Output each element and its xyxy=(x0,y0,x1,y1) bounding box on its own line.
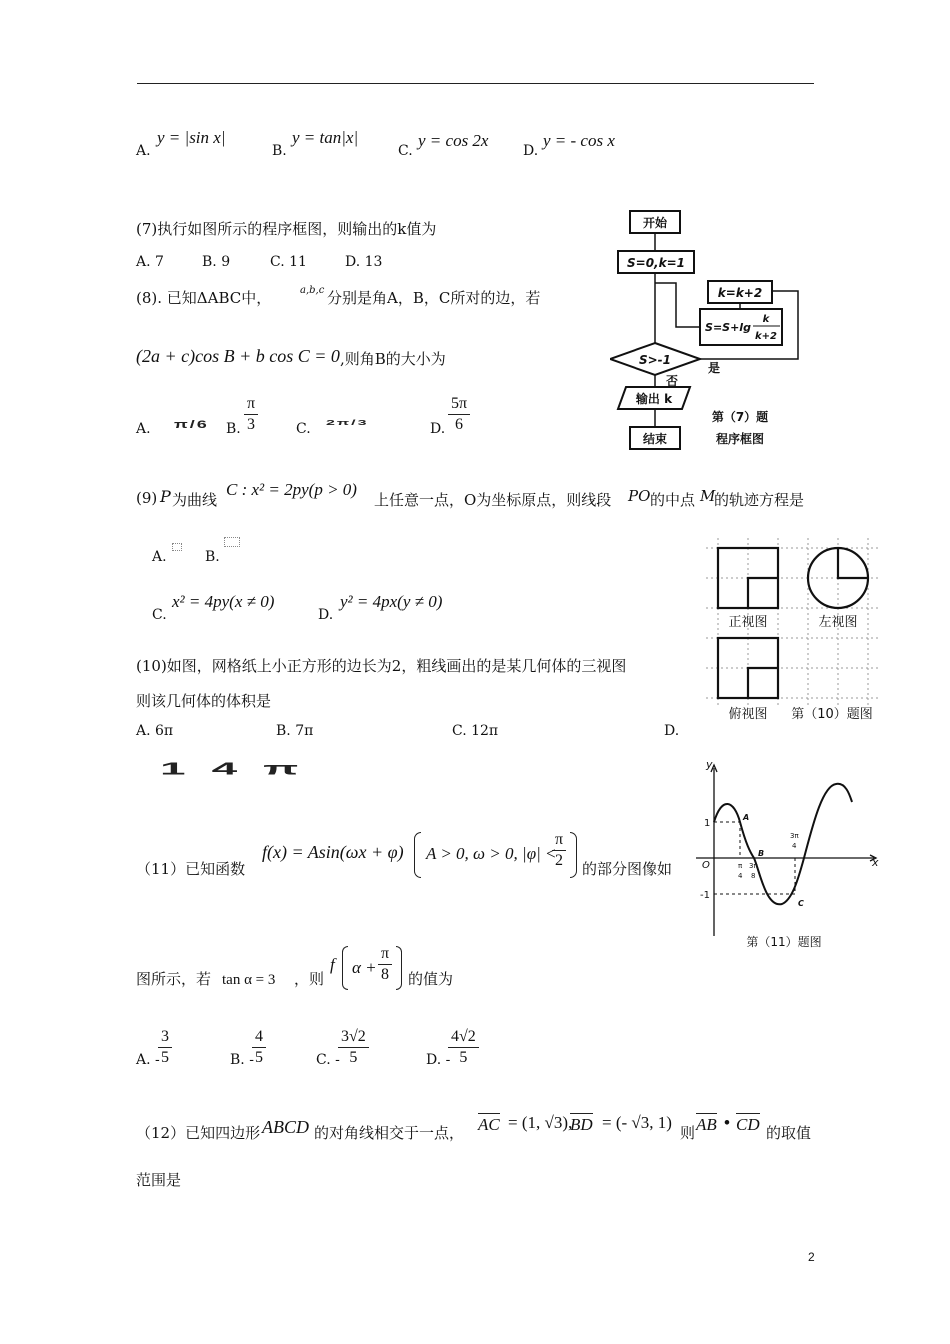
graph-point-b: B xyxy=(758,849,765,858)
header-rule xyxy=(137,83,814,84)
q9-stem-2: 为曲线 xyxy=(172,491,218,509)
q9-option-d-label: D. xyxy=(318,607,334,623)
q11-alpha-den: 8 xyxy=(381,966,390,983)
q11-option-a-den: 5 xyxy=(161,1049,169,1066)
flowchart-caption-2: 程序框图 xyxy=(715,432,765,446)
sine-graph-caption: 第（11）题图 xyxy=(746,935,822,949)
page-number: 2 xyxy=(808,1250,815,1264)
graph-point-c: C xyxy=(798,899,804,908)
q9-option-c-label: C. xyxy=(152,607,167,623)
graph-tick-3-den: 4 xyxy=(792,842,797,850)
q11-option-b-frac xyxy=(252,1027,266,1068)
q8-stem-2: 分别是角A，B，C所对的边，若 xyxy=(327,289,541,307)
flowchart-end-text: 结束 xyxy=(642,432,668,446)
q8-condition-tail: ,则角B的大小为 xyxy=(340,350,446,368)
q11-alpha-frac xyxy=(378,944,392,985)
q8-option-b-den: 3 xyxy=(247,416,256,433)
q9-po: PO xyxy=(628,487,651,505)
q8-option-d-den: 6 xyxy=(455,416,464,433)
q8-option-a-blur: π/6 xyxy=(174,418,209,431)
q10-option-b: B. 7π xyxy=(276,723,314,739)
q9-option-c-expr: x² = 4py(x ≠ 0) xyxy=(172,592,275,611)
graph-origin-label: O xyxy=(702,860,710,871)
q6-option-c-expr: y = cos 2x xyxy=(418,131,489,150)
q8-option-a-label: A. xyxy=(136,421,151,437)
q10-option-a: A. 6π xyxy=(136,723,174,739)
q7-option-a: A. 7 xyxy=(136,254,164,270)
q9-m: M xyxy=(700,487,716,505)
three-view-caption: 第（10）题图 xyxy=(791,707,873,722)
q11-close-paren xyxy=(570,832,577,878)
q9-option-b-label: B. xyxy=(205,549,220,565)
q7-stem: (7)执行如图所示的程序框图，则输出的k值为 xyxy=(136,220,437,238)
q12-vector-ab: AB xyxy=(696,1115,717,1134)
q11-option-d-frac xyxy=(448,1027,479,1068)
q11-stem-1: （11）已知函数 xyxy=(136,860,246,878)
q11-option-d-den: 5 xyxy=(459,1049,468,1066)
q12-stem-4: 的取值 xyxy=(766,1124,812,1142)
q12-stem-5: 范围是 xyxy=(136,1171,182,1189)
graph-y-label: y xyxy=(706,760,713,771)
q11-stem-3: 图所示，若 xyxy=(136,970,212,988)
q9-stem-4: 的中点 xyxy=(650,491,696,509)
q6-option-d-expr: y = - cos x xyxy=(543,131,615,150)
q12-vector-ac: AC xyxy=(478,1115,500,1134)
q10-stem-1: (10)如图，网格纸上小正方形的边长为2，粗线画出的是某几何体的三视图 xyxy=(136,657,627,675)
flowchart-caption-1: 第（7）题 xyxy=(711,410,769,424)
q8-option-c-blur: 2π/3 xyxy=(326,418,369,427)
q9-curve: C : x² = 2py(p > 0) xyxy=(226,480,357,499)
q7-option-d: D. 13 xyxy=(345,254,383,270)
q11-condition-den: 2 xyxy=(555,852,564,869)
sine-graph-figure xyxy=(694,760,884,954)
q8-stem-abc: a,b,c xyxy=(300,285,325,296)
q8-option-d-label: D. xyxy=(430,421,446,437)
q6-option-c-label: C. xyxy=(398,143,413,159)
q6-option-a-expr: y = |sin x| xyxy=(157,128,226,147)
q6-option-b-label: B. xyxy=(272,143,287,159)
graph-one-label: 1 xyxy=(704,818,711,829)
q9-stem-p: P xyxy=(160,487,171,506)
flowchart-no-label: 否 xyxy=(665,374,679,388)
graph-tick-2-num: 3π xyxy=(749,862,758,870)
q9-option-a-blank xyxy=(172,543,182,551)
q11-open-paren xyxy=(414,832,421,878)
q11-condition-frac xyxy=(552,830,566,871)
q8-option-d-num: 5π xyxy=(448,394,470,415)
q11-alpha-open-paren xyxy=(342,946,348,990)
q10-option-c: C. 12π xyxy=(452,723,499,739)
top-view-label: 俯视图 xyxy=(728,707,768,722)
q12-stem-3: 则 xyxy=(680,1124,696,1142)
graph-tick-2-den: 8 xyxy=(751,872,756,880)
q12-vector-bd: BD xyxy=(570,1115,593,1134)
q11-option-d-num: 4√2 xyxy=(448,1027,479,1048)
left-view-label: 左视图 xyxy=(818,615,858,630)
q11-tan: tan α = 3 xyxy=(222,972,276,988)
graph-point-a: A xyxy=(743,813,750,822)
q12-vector-bd-value: = (- √3, 1) xyxy=(602,1113,672,1132)
q11-alpha-num: π xyxy=(378,944,392,965)
q11-alpha-expr: α + xyxy=(352,958,377,977)
q11-f-alpha: f xyxy=(330,955,335,974)
sine-curve xyxy=(714,784,852,905)
q11-alpha-close-paren xyxy=(396,946,402,990)
q9-stem-5: 的轨迹方程是 xyxy=(714,491,805,509)
q12-stem-1: （12）已知四边形 xyxy=(136,1124,261,1142)
flowchart-output-text: 输出 k xyxy=(635,392,673,406)
q11-condition-num: π xyxy=(552,830,566,851)
graph-x-label: x xyxy=(872,856,879,869)
q8-option-b-label: B. xyxy=(226,421,241,437)
q9-stem-1: (9) xyxy=(136,489,158,507)
flowchart-start-text: 开始 xyxy=(642,216,668,230)
flowchart-figure xyxy=(610,205,810,455)
q9-option-b-blank xyxy=(224,537,240,547)
q10-option-d-blur: 14π xyxy=(160,758,325,779)
q8-stem-1: (8). 已知ΔABC中， xyxy=(136,289,272,307)
q12-abcd: ABCD xyxy=(262,1117,309,1137)
graph-tick-1-den: 4 xyxy=(738,872,743,880)
top-view-notch xyxy=(748,668,778,698)
q11-condition: A > 0, ω > 0, |φ| < xyxy=(426,844,557,863)
q11-option-a-label: A. - xyxy=(136,1052,160,1068)
flowchart-init-text: S=0,k=1 xyxy=(627,256,685,270)
flowchart-update-k-text: k=k+2 xyxy=(717,286,763,300)
q11-option-b-label: B. - xyxy=(230,1052,254,1068)
q11-option-c-frac xyxy=(338,1027,369,1068)
q11-stem-2: 的部分图像如 xyxy=(582,860,673,878)
q11-option-a-num: 3 xyxy=(158,1027,172,1048)
q7-option-b: B. 9 xyxy=(202,254,231,270)
q9-option-a-label: A. xyxy=(152,549,167,565)
q12-vector-cd: CD xyxy=(736,1115,760,1134)
q11-option-b-den: 5 xyxy=(255,1049,263,1066)
front-view-label: 正视图 xyxy=(728,615,768,630)
q9-stem-3: 上任意一点，O为坐标原点，则线段 xyxy=(374,491,612,509)
flowchart-update-s-text: S=S+lg xyxy=(705,321,751,334)
q11-option-d-label: D. - xyxy=(426,1052,451,1068)
q7-option-c: C. 11 xyxy=(270,254,307,270)
q6-option-a-label: A. xyxy=(136,143,151,159)
graph-tick-3-num: 3π xyxy=(790,832,799,840)
flowchart-cond-text: S>-1 xyxy=(638,353,672,367)
front-view-notch xyxy=(748,578,778,608)
three-view-figure xyxy=(706,538,884,728)
flowchart-frac-den: k+2 xyxy=(755,331,777,342)
q10-option-d: D. xyxy=(664,723,680,739)
q8-option-c-label: C. xyxy=(296,421,311,437)
graph-tick-1-num: π xyxy=(738,862,743,870)
q9-option-d-expr: y² = 4px(y ≠ 0) xyxy=(340,592,443,611)
q11-stem-5: 的值为 xyxy=(408,970,454,988)
q11-option-c-den: 5 xyxy=(349,1049,358,1066)
q11-option-b-num: 4 xyxy=(252,1027,266,1048)
flowchart-frac-num: k xyxy=(762,314,770,325)
q8-option-b-frac xyxy=(244,394,258,435)
q12-vector-ac-value: = (1, √3), xyxy=(508,1113,573,1132)
q11-option-a-frac xyxy=(158,1027,172,1068)
q8-condition: (2a + c)cos B + b cos C = 0 xyxy=(136,346,340,366)
q10-stem-2: 则该几何体的体积是 xyxy=(136,692,272,710)
q11-function: f(x) = Asin(ωx + φ) xyxy=(262,842,404,862)
q8-option-b-num: π xyxy=(244,394,258,415)
q11-option-c-label: C. - xyxy=(316,1052,340,1068)
q6-option-d-label: D. xyxy=(523,143,539,159)
q6-option-b-expr: y = tan|x| xyxy=(292,128,359,147)
q8-option-d-frac xyxy=(448,394,470,435)
q12-stem-2: 的对角线相交于一点， xyxy=(314,1124,465,1142)
flowchart-yes-label: 是 xyxy=(707,361,721,375)
q11-option-c-num: 3√2 xyxy=(338,1027,369,1048)
q11-stem-4: ，则 xyxy=(294,970,325,988)
q12-dot: • xyxy=(724,1113,730,1132)
graph-neg-one-label: -1 xyxy=(700,890,710,901)
